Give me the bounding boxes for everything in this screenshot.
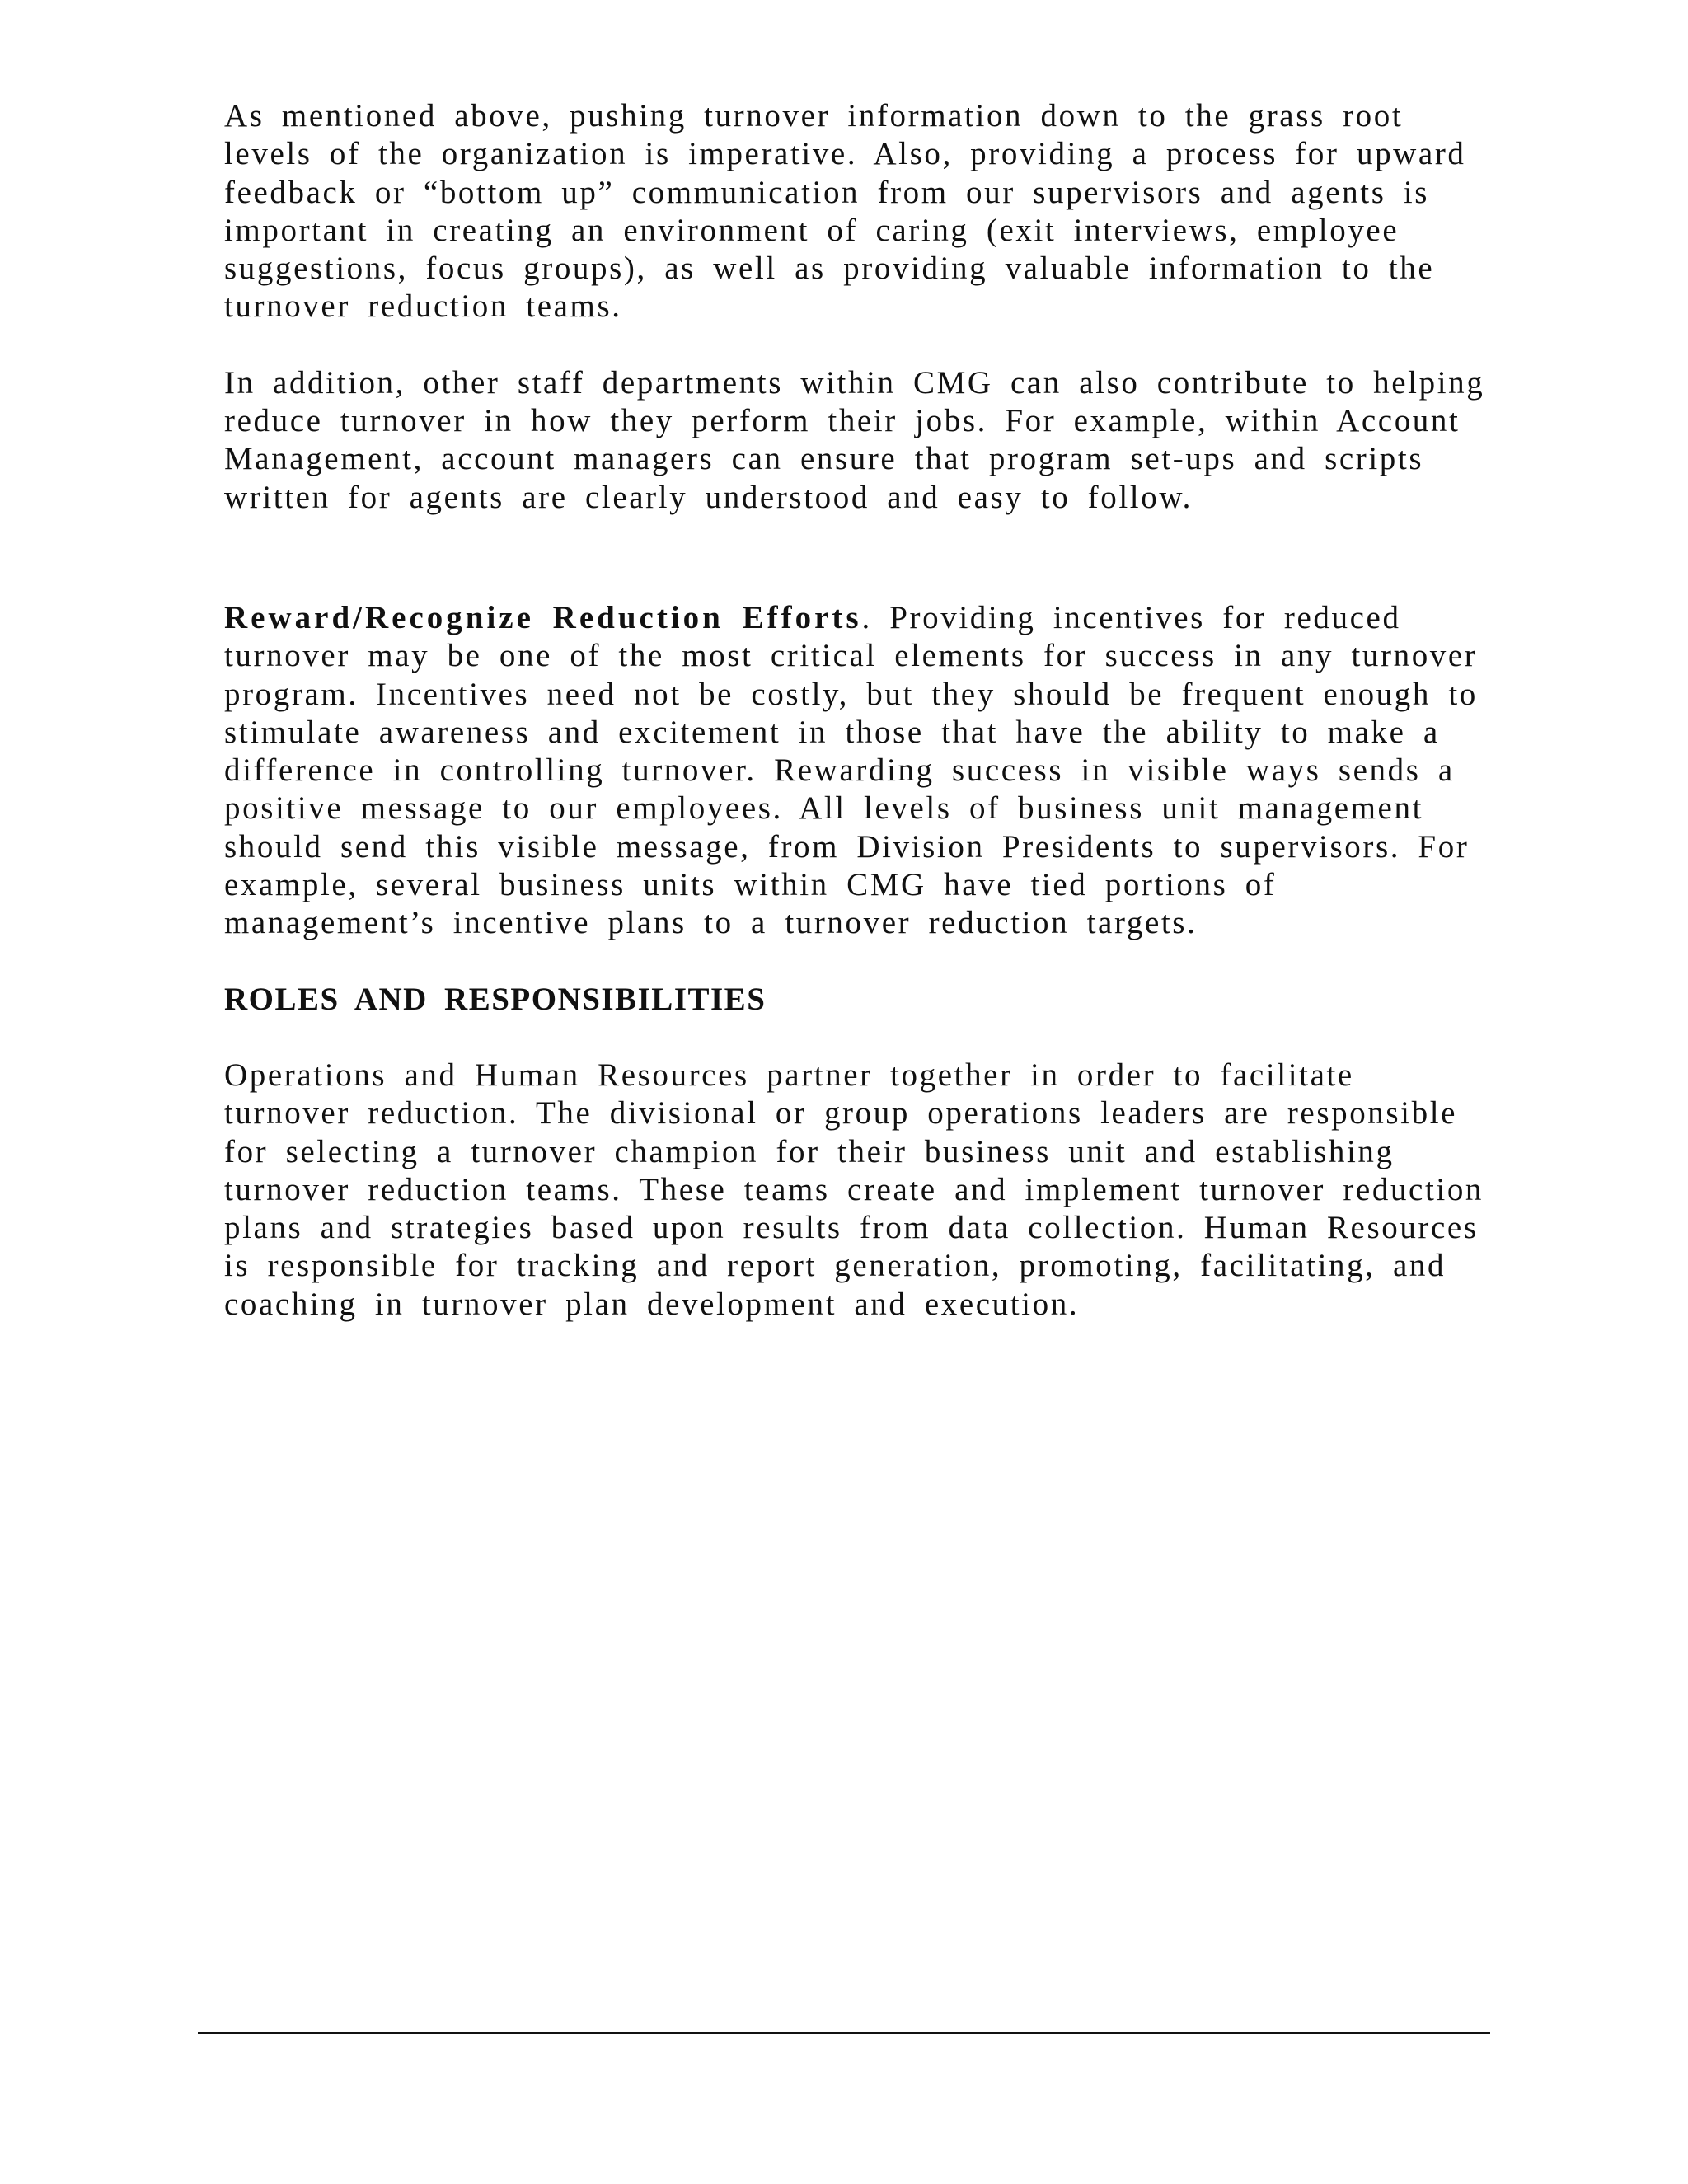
document-body	[224, 97, 1493, 1324]
section-heading-roles: ROLES AND RESPONSIBILITIES	[224, 981, 767, 1017]
reward-recognize-body: . Providing incentives for reduced turnover may be one of the most critical elements for success in any turnover program. Incentives need not be costly, but they should be frequent enough to stimulate awareness and excitement in those that have the ability to make a difference in controlling turnover. Rewarding success in visible ways sends a positive message to our employees. All levels of business unit management should send this visible message, from Division Presidents to supervisors. For example, several business units within CMG have tied portions of management’s incentive plans to a turnover reduction targets.	[224, 599, 1478, 941]
paragraph-roles-responsibilities: Operations and Human Resources partner together in order to facilitate turnover reduction. The divisional or group operations leaders are responsible for selecting a turnover champion for their business unit and establishing turnover reduction teams. These teams create and implement turnover reduction plans and strategies based upon results from data collection. Human Resources is responsible for tracking and report generation, promoting, facilitating, and coaching in turnover plan development and execution.	[224, 1057, 1484, 1322]
paragraph-staff-departments: In addition, other staff departments within CMG can also contribute to helping reduce turnover in how they perform their jobs. For example, within Account Management, account managers can ensure that program set-ups and scripts written for agents are clearly understood and easy to follow.	[224, 364, 1485, 515]
paragraph-reward-recognize	[224, 599, 1493, 943]
reward-recognize-lead-in: Reward/Recognize Reduction Efforts	[224, 599, 862, 635]
footer-divider	[198, 2032, 1490, 2034]
paragraph-turnover-information: As mentioned above, pushing turnover information down to the grass root levels of the organization is imperative. Also, providing a process for upward feedback or “bottom up” communication from our supervisors and agents is important in creating an environment of caring (exit interviews, employee suggestions, focus groups), as well as providing valuable information to the turnover reduction teams.	[224, 98, 1466, 325]
